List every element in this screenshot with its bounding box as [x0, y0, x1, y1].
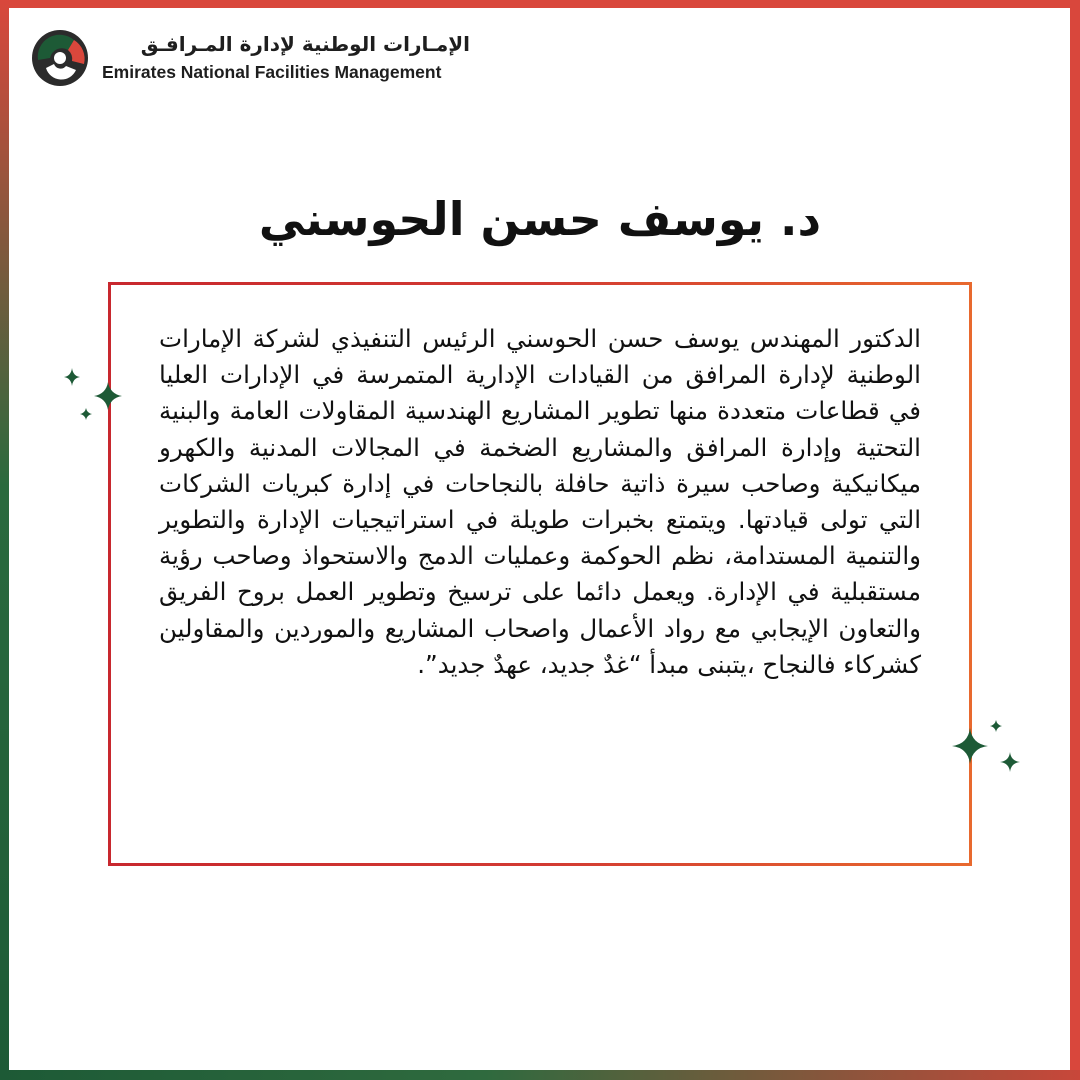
bio-box-inner	[111, 285, 969, 863]
frame-right-border	[1070, 0, 1080, 1080]
bio-box	[108, 282, 972, 866]
logo-mark-icon	[30, 28, 90, 88]
logo-arabic-name: الإمـارات الوطنية لإدارة المـرافـق	[140, 32, 470, 56]
frame-bottom-border	[0, 1070, 1080, 1080]
sparkle-icon	[940, 716, 1030, 784]
frame-left-border	[0, 0, 9, 1080]
frame-top-border	[0, 0, 1080, 8]
profile-title: د. يوسف حسن الحوسني	[258, 192, 822, 246]
company-logo	[30, 28, 470, 92]
sparkle-icon	[56, 364, 136, 428]
logo-english-name: Emirates National Facilities Management	[102, 62, 442, 82]
bio-paragraph: الدكتور المهندس يوسف حسن الحوسني الرئيس التنفيذي لشركة الإمارات الوطنية لإدارة المرافق من القيادات الإدارية المتمرسة في الإدارات العليا في قطاعات متعددة منها تطوير المشاريع الهندسية المقاولات العامة والبنية التحتية وإدارة المرافق والمشاريع الضخمة في المجالات المدنية والكهرو ميكانيكية وصاحب سيرة ذاتية حافلة بالنجاحات في إدارة كبريات الشركات التي تولى قيادتها. ويتمتع بخبرات طويلة في استراتيجيات الإدارة والتطوير والتنمية المستدامة، نظم الحوكمة وعمليات الدمج والاستحواذ وصاحب رؤية مستقبلية في الإدارة. ويعمل دائما على ترسيخ وتطوير العمل بروح الفريق والتعاون الإيجابي مع رواد الأعمال واصحاب المشاريع والموردين والمقاولين كشركاء فالنجاح ،يتبنى مبدأ “غدٌ جديد، عهدٌ جديد”.	[159, 324, 921, 679]
